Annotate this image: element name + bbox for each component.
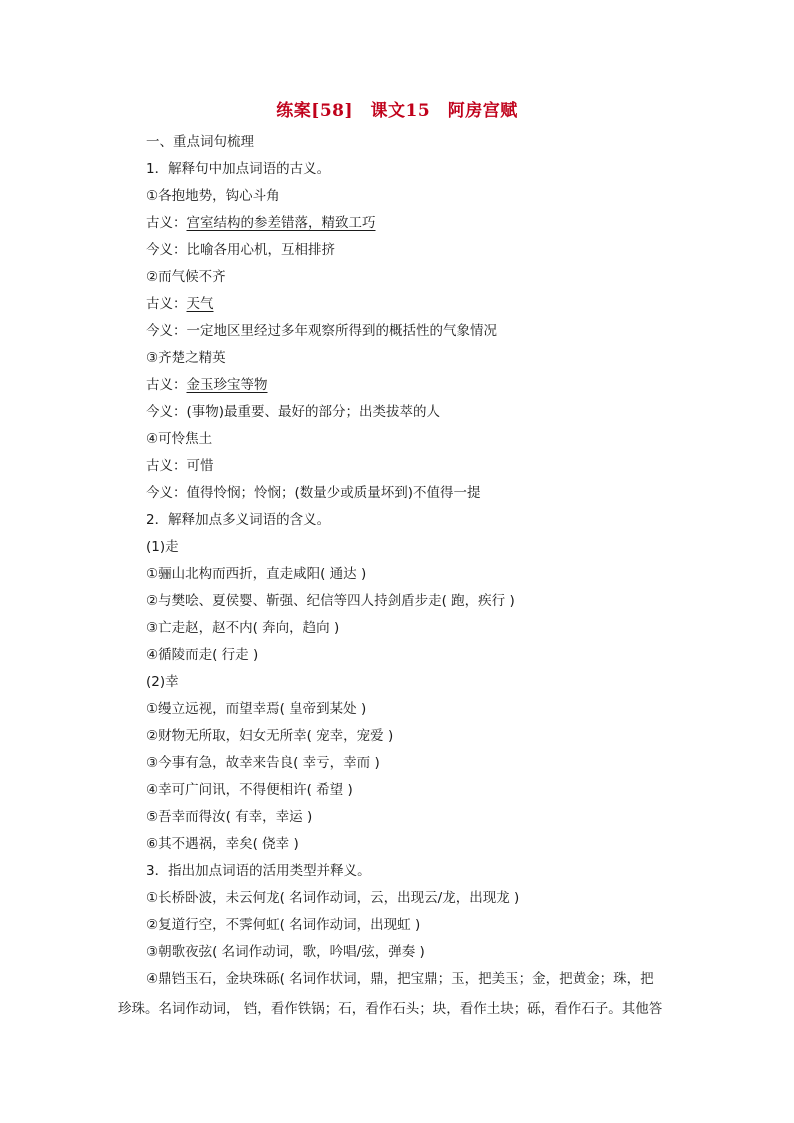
ancient-label: 古义：: [146, 377, 187, 393]
q2-group-2-item: ④幸可广问讯，不得便相许( 希望 ): [146, 782, 353, 798]
q1-item-2-ancient-meaning: [146, 293, 214, 315]
q1-item-1-sentence: ①各抱地势，钩心斗角: [146, 188, 280, 204]
ancient-answer: 天气: [186, 296, 214, 312]
q2-group-1-label: (1)走: [146, 539, 179, 555]
ancient-answer: 金玉珍宝等物: [186, 377, 268, 393]
ancient-label: 古义：: [146, 458, 187, 474]
section-heading: 一、重点词句梳理: [146, 134, 254, 150]
q3-item: ①长桥卧波，未云何龙( 名词作动词，云，出现云/龙，出现龙 ): [146, 890, 520, 906]
q3-item-continuation: 珍珠。名词作动词， 铛，看作铁锅；石，看作石头；块，看作土块；砾，看作石子。其他答: [118, 1001, 663, 1017]
modern-label: 今义：: [146, 323, 187, 339]
modern-label: 今义：: [146, 404, 187, 420]
ancient-answer: 宫室结构的参差错落，精致工巧: [186, 215, 376, 231]
modern-label: 今义：: [146, 485, 187, 501]
modern-answer: 一定地区里经过多年观察所得到的概括性的气象情况: [186, 323, 497, 339]
q2-group-1-item: ②与樊哙、夏侯婴、靳强、纪信等四人持剑盾步走( 跑，疾行 ): [146, 593, 515, 609]
q2-group-1-item: ③亡走赵，赵不内( 奔向，趋向 ): [146, 620, 340, 636]
modern-answer: 比喻各用心机，互相排挤: [186, 242, 335, 258]
question-1-heading: 1．解释句中加点词语的古义。: [146, 161, 331, 177]
ancient-label: 古义：: [146, 296, 187, 312]
q1-item-1-modern-meaning: [146, 239, 335, 261]
q3-item: ③朝歌夜弦( 名词作动词，歌，吟唱/弦，弹奏 ): [146, 944, 425, 960]
q3-item: ②复道行空，不霁何虹( 名词作动词，出现虹 ): [146, 917, 421, 933]
q2-group-1-item: ④循陵而走( 行走 ): [146, 647, 259, 663]
q2-group-2-item: ③今事有急，故幸来告良( 幸亏，幸而 ): [146, 755, 380, 771]
modern-answer: 值得怜悯；怜悯；(数量少或质量坏到)不值得一提: [186, 485, 481, 501]
q1-item-3-modern-meaning: [146, 401, 440, 423]
ancient-label: 古义：: [146, 215, 187, 231]
q1-item-3-ancient-meaning: [146, 374, 268, 396]
q2-group-2-label: (2)幸: [146, 674, 179, 690]
q1-item-2-modern-meaning: [146, 320, 497, 342]
ancient-answer: 可惜: [186, 458, 214, 474]
q1-item-4-sentence: ④可怜焦土: [146, 431, 213, 447]
modern-answer: (事物)最重要、最好的部分；出类拔萃的人: [186, 404, 441, 420]
q2-group-2-item: ⑥其不遇祸，幸矣( 侥幸 ): [146, 836, 299, 852]
q2-group-2-item: ⑤吾幸而得汝( 有幸，幸运 ): [146, 809, 313, 825]
question-3-heading: 3．指出加点词语的活用类型并释义。: [146, 863, 371, 879]
q3-item: ④鼎铛玉石，金块珠砾( 名词作状词，鼎，把宝鼎；玉，把美玉；金，把黄金；珠，把: [146, 971, 654, 987]
q2-group-1-item: ①骊山北构而西折，直走咸阳( 通达 ): [146, 566, 367, 582]
q2-group-2-item: ①缦立远视，而望幸焉( 皇帝到某处 ): [146, 701, 367, 717]
q1-item-4-ancient-meaning: [146, 455, 214, 477]
q1-item-1-ancient-meaning: [146, 212, 376, 234]
q2-group-2-item: ②财物无所取，妇女无所幸( 宠幸，宠爱 ): [146, 728, 394, 744]
modern-label: 今义：: [146, 242, 187, 258]
q1-item-3-sentence: ③齐楚之精英: [146, 350, 226, 366]
q1-item-4-modern-meaning: [146, 482, 481, 504]
q1-item-2-sentence: ②而气候不齐: [146, 269, 226, 285]
page-title: 练案[58] 课文15 阿房宫赋: [276, 101, 518, 121]
question-2-heading: 2．解释加点多义词语的含义。: [146, 512, 331, 528]
